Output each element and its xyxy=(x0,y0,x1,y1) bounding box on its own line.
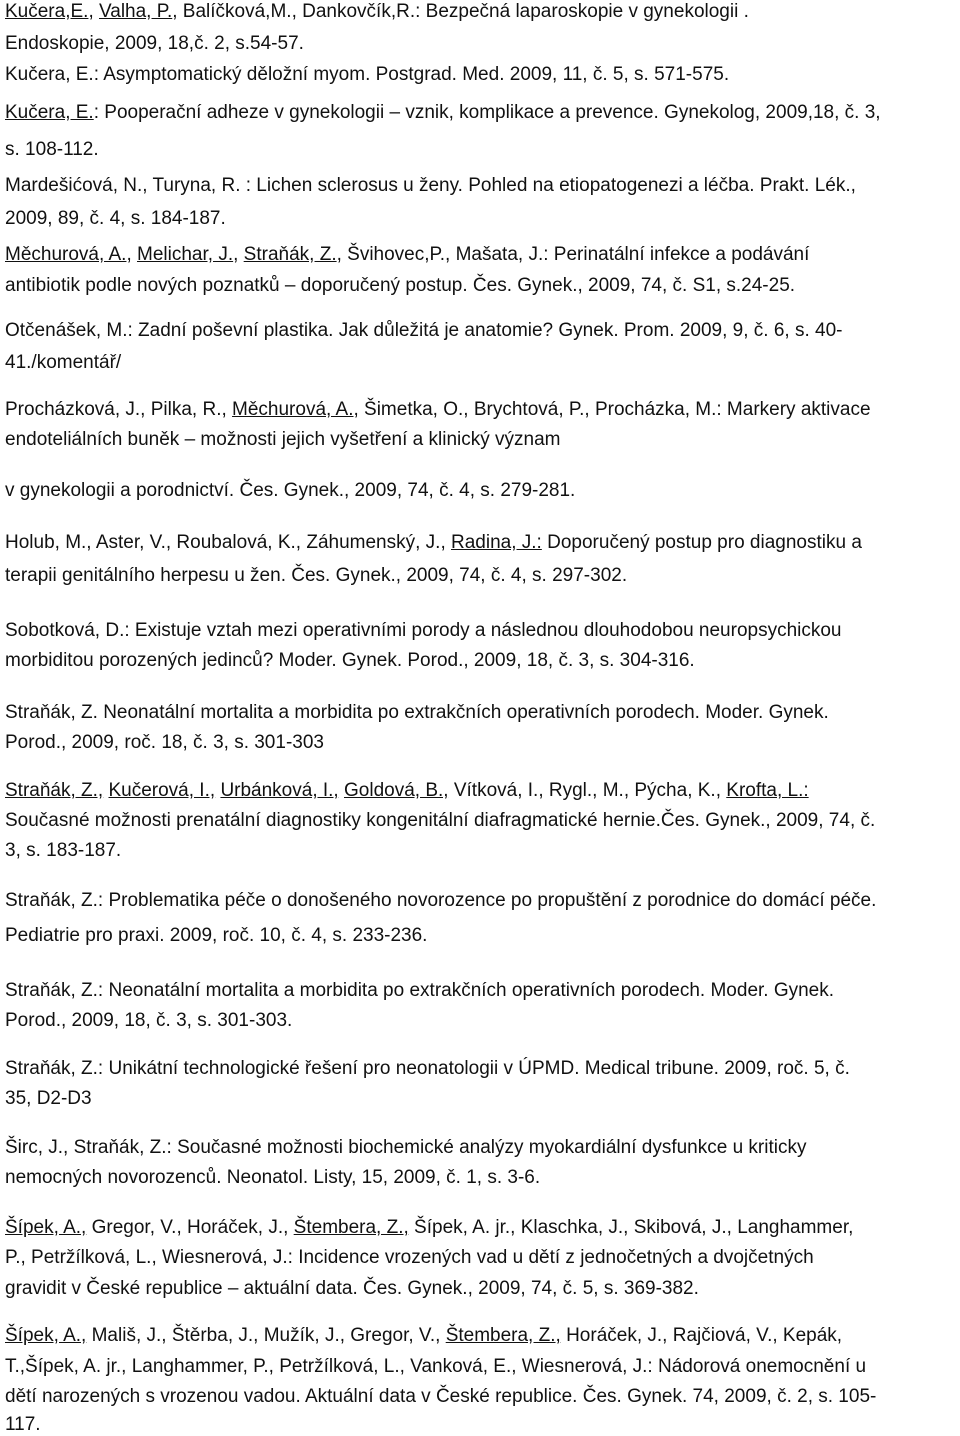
reference-7-line-0: Holub, M., Aster, V., Roubalová, K., Záhumenský, J., Radina, J.: Doporučený postup pro diagnostiku a xyxy=(5,532,862,553)
author-link[interactable]: Měchurová, A. xyxy=(232,399,354,420)
reference-13-line-1: 35, D2-D3 xyxy=(5,1088,92,1109)
author-link[interactable]: Kučerová, I., xyxy=(108,780,216,801)
reference-5-line-0: Otčenášek, M.: Zadní poševní plastika. Jak důležitá je anatomie? Gynek. Prom. 2009, 9, č. 6, s. 40- xyxy=(5,320,843,341)
reference-15-line-2: gravidit v České republice – aktuální data. Čes. Gynek., 2009, 74, č. 5, s. 369-382. xyxy=(5,1278,699,1299)
reference-4-line-1: antibiotik podle nových poznatků – doporučený postup. Čes. Gynek., 2009, 74, č. S1, s.24-25. xyxy=(5,275,796,296)
reference-4-line-0: Měchurová, A., Melichar, J., Straňák, Z., Švihovec,P., Mašata, J.: Perinatální infekce a podávání xyxy=(5,244,810,265)
reference-9-line-1: Porod., 2009, roč. 18, č. 3, s. 301-303 xyxy=(5,732,324,753)
reference-8-line-1: morbiditou porozených jedinců? Moder. Gynek. Porod., 2009, 18, č. 3, s. 304-316. xyxy=(5,650,695,671)
author-link[interactable]: Štembera, Z., xyxy=(293,1217,409,1238)
reference-6-line-0: Procházková, J., Pilka, R., Měchurová, A., Šimetka, O., Brychtová, P., Procházka, M.: Markery aktivace xyxy=(5,399,871,420)
author-link[interactable]: Straňák, Z. xyxy=(243,244,337,265)
author-link[interactable]: Urbánková, I., xyxy=(220,780,339,801)
author-link[interactable]: Měchurová, A. xyxy=(5,244,127,265)
reference-16-line-2: dětí narozených s vrozenou vadou. Aktuální data v České republice. Čes. Gynek. 74, 2009, č. 2, s. 105- xyxy=(5,1386,877,1407)
reference-8-line-0: Sobotková, D.: Existuje vztah mezi operativními porody a následnou dlouhodobou neuropsychickou xyxy=(5,620,842,641)
reference-0-line-1: Endoskopie, 2009, 18,č. 2, s.54-57. xyxy=(5,33,304,54)
reference-3-line-1: 2009, 89, č. 4, s. 184-187. xyxy=(5,208,226,229)
author-link[interactable]: Krofta, L.: xyxy=(726,780,809,801)
reference-2-line-0: Kučera, E.: Pooperační adheze v gynekologii – vznik, komplikace a prevence. Gynekolog, 2009,18, č. 3, xyxy=(5,102,881,123)
reference-0-line-0: Kučera,E., Valha, P., Balíčková,M., Dankovčík,R.: Bezpečná laparoskopie v gynekologii . xyxy=(5,1,749,22)
reference-14-line-0: Širc, J., Straňák, Z.: Současné možnosti biochemické analýzy myokardiální dysfunkce u kriticky xyxy=(5,1137,807,1158)
author-link[interactable]: Goldová, B., xyxy=(344,780,449,801)
reference-16-line-0: Šípek, A., Mališ, J., Štěrba, J., Mužík, J., Gregor, V., Štembera, Z., Horáček, J., Rajčiová, V., Kepák, xyxy=(5,1325,843,1346)
reference-6-line-2: v gynekologii a porodnictví. Čes. Gynek., 2009, 74, č. 4, s. 279-281. xyxy=(5,480,576,501)
reference-10-line-1: Současné možnosti prenatální diagnostiky kongenitální diafragmatické hernie.Čes. Gynek., 2009, 74, č. xyxy=(5,810,876,831)
reference-3-line-0: Mardešićová, N., Turyna, R. : Lichen sclerosus u ženy. Pohled na etiopatogenezi a léčba. Prakt. Lék., xyxy=(5,175,856,196)
author-link[interactable]: Kučera, E. xyxy=(5,102,94,123)
reference-13-line-0: Straňák, Z.: Unikátní technologické řešení pro neonatologii v ÚPMD. Medical tribune. 2009, roč. 5, č. xyxy=(5,1058,850,1079)
reference-11-line-1: Pediatrie pro praxi. 2009, roč. 10, č. 4, s. 233-236. xyxy=(5,925,428,946)
reference-2-line-1: s. 108-112. xyxy=(5,139,99,160)
author-link[interactable]: Melichar, J. xyxy=(137,244,234,265)
reference-16-line-1: T.,Šípek, A. jr., Langhammer, P., Petržílková, L., Vanková, E., Wiesnerová, J.: Nádorová onemocnění u xyxy=(5,1356,867,1377)
reference-6-line-1: endoteliálních buněk – možnosti jejich vyšetření a klinický význam xyxy=(5,429,561,450)
reference-12-line-0: Straňák, Z.: Neonatální mortalita a morbidita po extrakčních operativních porodech. Moder. Gynek. xyxy=(5,980,835,1001)
author-link[interactable]: Šípek, A., xyxy=(5,1325,87,1346)
reference-10-line-2: 3, s. 183-187. xyxy=(5,840,122,861)
reference-1-line-0: Kučera, E.: Asymptomatický děložní myom. Postgrad. Med. 2009, 11, č. 5, s. 571-575. xyxy=(5,64,730,85)
author-link[interactable]: Valha, P. xyxy=(99,1,173,22)
reference-9-line-0: Straňák, Z. Neonatální mortalita a morbidita po extrakčních operativních porodech. Moder. Gynek. xyxy=(5,702,829,723)
reference-5-line-1: 41./komentář/ xyxy=(5,352,122,373)
reference-15-line-0: Šípek, A., Gregor, V., Horáček, J., Štembera, Z., Šípek, A. jr., Klaschka, J., Skibová, J., Langhammer, xyxy=(5,1217,854,1238)
reference-7-line-1: terapii genitálního herpesu u žen. Čes. Gynek., 2009, 74, č. 4, s. 297-302. xyxy=(5,565,628,586)
author-link[interactable]: Radina, J.: xyxy=(451,532,542,553)
reference-15-line-1: P., Petržílková, L., Wiesnerová, J.: Incidence vrozených vad u dětí z jednočetných a dvojčetných xyxy=(5,1247,814,1268)
reference-14-line-1: nemocných novorozenců. Neonatol. Listy, 15, 2009, č. 1, s. 3-6. xyxy=(5,1167,541,1188)
reference-11-line-0: Straňák, Z.: Problematika péče o donošeného novorozence po propuštění z porodnice do domácí péče. xyxy=(5,890,877,911)
reference-10-line-0: Straňák, Z., Kučerová, I., Urbánková, I., Goldová, B., Vítková, I., Rygl., M., Pýcha, K., Krofta, L.: xyxy=(5,780,809,801)
author-link[interactable]: Straňák, Z., xyxy=(5,780,104,801)
author-link[interactable]: Šípek, A., xyxy=(5,1217,87,1238)
reference-16-line-3: 117. xyxy=(5,1414,41,1435)
reference-12-line-1: Porod., 2009, 18, č. 3, s. 301-303. xyxy=(5,1010,293,1031)
author-link[interactable]: Kučera,E. xyxy=(5,1,89,22)
author-link[interactable]: Štembera, Z., xyxy=(445,1325,561,1346)
